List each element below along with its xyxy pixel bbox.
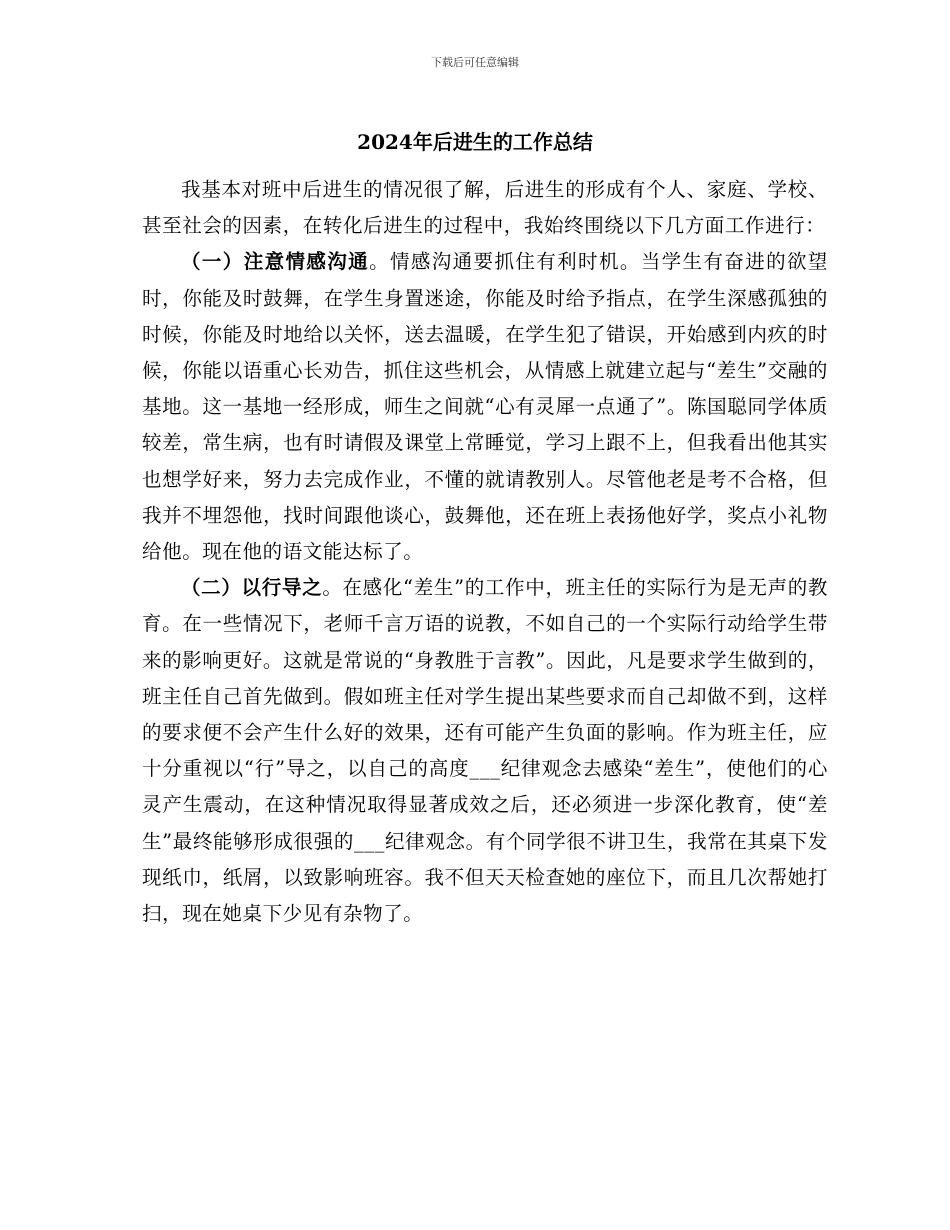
header-note: 下载后可任意编辑 <box>431 56 519 69</box>
intro-paragraph: 我基本对班中后进生的情况很了解，后进生的形成有个人、家庭、学校、甚至社会的因素，在转化后进生的过程中，我始终围绕以下几方面工作进行： <box>142 178 828 238</box>
section-text-2: 。在感化“差生”的工作中，班主任的实际行为是无声的教育。在一些情况下，老师千言万语的说教，不如自己的一个实际行动给学生带来的影响更好。这就是常说的“身教胜于言教”。因此，凡是要求学生做到的，班主任自己首先做到。假如班主任对学生提出某些要求而自己却做不到，这样的要求便不会产生什么好的效果，还有可能产生负面的影响。作为班主任，应十分重视以“行”导之，以自己的高度___纪律观念去感染“差生”，使他们的心灵产生震动，在这种情况取得显著成效之后，还必须进一步深化教育，使“差生”最终能够形成很强的___纪律观念。有个同学很不讲卫生，我常在其桌下发现纸巾，纸屑，以致影响班容。我不但天天检查她的座位下，而且几次帮她打扫，现在她桌下少见有杂物了。 <box>142 576 828 926</box>
document-title: 2024年后进生的工作总结 <box>357 130 593 154</box>
section-paragraph-2 <box>142 570 828 932</box>
section-heading-2: （二）以行导之 <box>181 576 323 600</box>
section-paragraph-1 <box>142 244 828 570</box>
document-body <box>142 172 828 932</box>
section-heading-1: （一）注意情感沟通 <box>181 250 370 274</box>
section-text-1: 。情感沟通要抓住有利时机。当学生有奋进的欲望时，你能及时鼓舞，在学生身置迷途，你能及时给予指点，在学生深感孤独的时候，你能及时地给以关怀，送去温暖，在学生犯了错误，开始感到内疚的时候，你能以语重心长劝告，抓住这些机会，从情感上就建立起与“差生”交融的基地。这一基地一经形成，师生之间就“心有灵犀一点通了”。陈国聪同学体质较差，常生病，也有时请假及课堂上常睡觉，学习上跟不上，但我看出他其实也想学好来，努力去完成作业，不懂的就请教别人。尽管他老是考不合格，但我并不埋怨他，找时间跟他谈心，鼓舞他，还在班上表扬他好学，奖点小礼物给他。现在他的语文能达标了。 <box>142 250 829 564</box>
